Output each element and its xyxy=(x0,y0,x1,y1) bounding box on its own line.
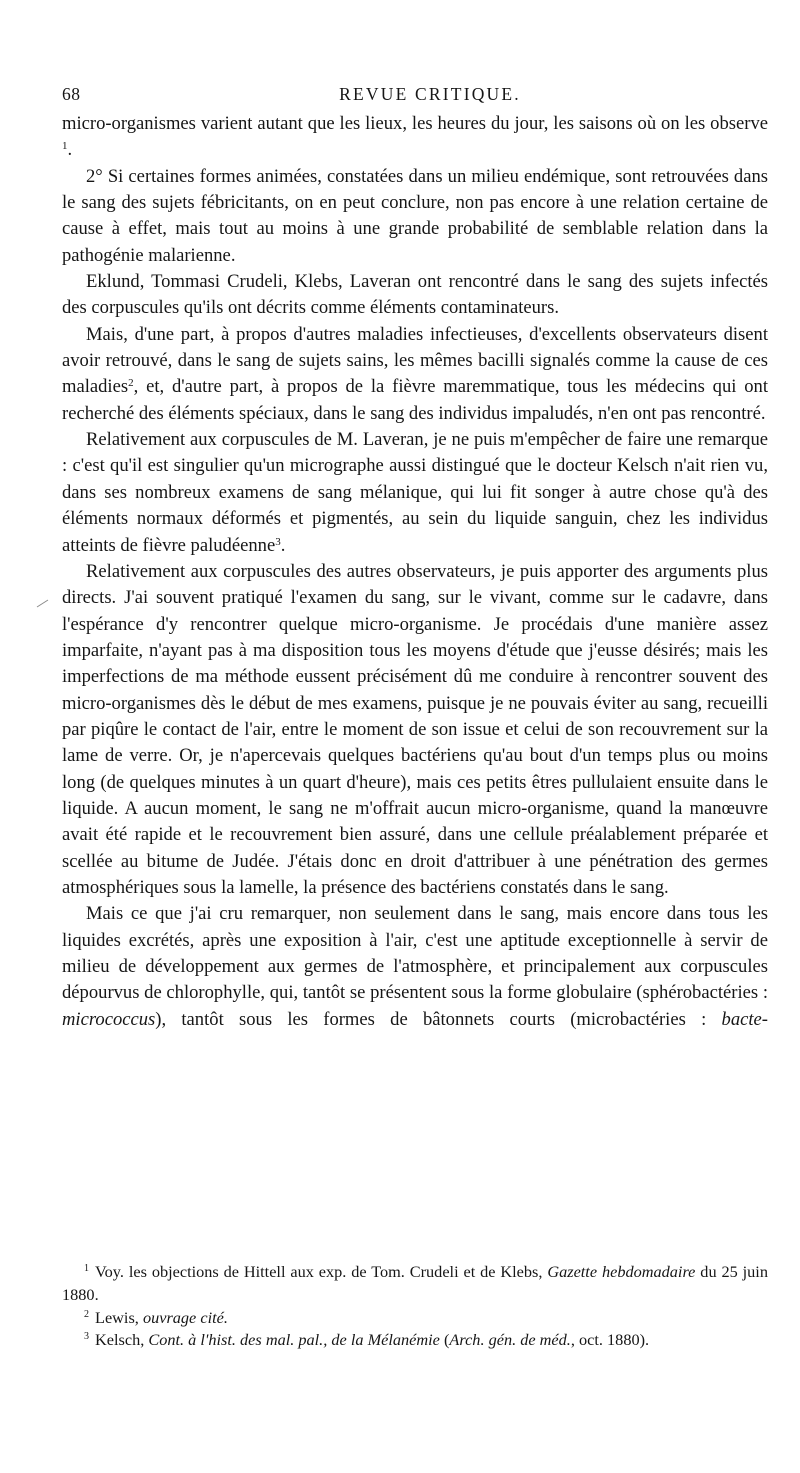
page-number: 68 xyxy=(62,84,81,104)
page-header xyxy=(62,84,768,106)
footnote-3-journal: Arch. gén. de méd. xyxy=(449,1330,571,1350)
footnote-2-mark: 2 xyxy=(84,1308,89,1320)
paragraph-4-text-b: , et, d'autre part, à propos de la fièvre maremmatique, tous les médecins qui ont recherché des éléments spéciaux, dans le sang des individus impaludés, n'en ont pas rencontré. xyxy=(62,376,768,424)
footnote-1-mark: 1 xyxy=(84,1263,89,1274)
running-head: REVUE CRITIQUE. xyxy=(339,84,521,104)
paragraph-4 xyxy=(62,322,768,427)
paragraph-7-text-a: Mais ce que j'ai cru remarquer, non seulement dans le sang, mais encore dans tous les liquides excrétés, après une exposition à l'air, c'est une aptitude exceptionnelle à servir de milieu de développement aux germes de l'atmosphère, et principalement aux corpuscules dépourvus de chlorophylle, qui, tantôt se présentent sous la forme globulaire (sphérobactéries : xyxy=(62,903,768,1004)
pencil-mark-icon xyxy=(36,598,50,608)
footnote-ref-1: 1 xyxy=(62,140,68,153)
paragraph-1-text: micro-organismes varient autant que les lieux, les heures du jour, les saisons où on les observe xyxy=(62,113,768,134)
paragraph-6: Relativement aux corpuscules des autres observateurs, je puis apporter des arguments plus directs. J'ai souvent pratiqué l'examen du sang, sur le vivant, comme sur le cadavre, dans l'espérance d'y rencontrer quelque micro-organisme. Je procédais d'une manière assez imparfaite, n'ayant pas à ma disposition tous les moyens d'étude que j'eusse désirés; mais les imperfections de ma méthode eussent précisément dû me conduire à rencontrer souvent des micro-organismes dès le début de mes examens, puisque je ne pouvais éviter au sang, recueilli par piqûre le contact de l'air, entre le moment de son issue et celui de son recouvrement sur la lame de verre. Or, je n'apercevais quelques bactériens qu'au bout d'un temps plus ou moins long (de quelques minutes à un quart d'heure), mais ces petits êtres pullulaient ensuite dans le liquide. A aucun moment, le sang ne m'offrait aucun micro-organisme, quand la manœuvre avait été rapide et le recouvrement bien assuré, dans une cellule préalablement préparée et scellée au bitume de Judée. J'étais donc en droit d'attribuer à une pénétration des germes atmosphériques sous la lamelle, la présence des bactériens constatés dans le sang. xyxy=(62,560,768,898)
paragraph-1 xyxy=(62,111,768,164)
footnote-3-title: Cont. à l'hist. des mal. pal., de la Mélanémie xyxy=(148,1330,440,1350)
paragraph-7 xyxy=(62,901,768,1033)
paragraph-3: Eklund, Tommasi Crudeli, Klebs, Laveran ont rencontré dans le sang des sujets infectés des corpuscules qu'ils ont décrits comme éléments contaminateurs. xyxy=(62,271,768,319)
footnote-3 xyxy=(62,1329,768,1352)
footnote-1-text-a: Voy. les objections de Hittell aux exp. de Tom. Crudeli et de Klebs, xyxy=(95,1262,543,1281)
paragraph-5-text-a: Relativement aux corpuscules de M. Laveran, je ne puis m'empêcher de faire une remarque : c'est qu'il est singulier qu'un micrographe aussi distingué que le docteur Kelsch n'ait rien vu, dans ses nombreux examens de sang mélanique, qui lui fit songer à autre chose qu'à des éléments normaux déformés et pigmentés, au sein du liquide sanguin, chez les individus atteints de fièvre paludéenne xyxy=(62,429,768,556)
footnote-2-italic: ouvrage cité. xyxy=(142,1307,228,1327)
paragraph-7-text-b: ), tantôt sous les formes de bâtonnets courts (microbactéries : xyxy=(155,1008,707,1030)
footnotes xyxy=(62,1261,768,1352)
body-text xyxy=(62,111,768,1033)
paragraph-2: 2° Si certaines formes animées, constatées dans un milieu endémique, sont retrouvées dans le sang des sujets fébricitants, on en peut conclure, non pas encore à une relation certaine de cause à effet, mais tout au moins à une grande probabilité de semblable relation dans la pathogénie malarienne. xyxy=(62,165,768,266)
footnote-2 xyxy=(62,1307,768,1330)
footnote-2-text-a: Lewis, xyxy=(95,1307,139,1327)
document-page xyxy=(62,0,768,1473)
footnote-1-journal: Gazette hebdomadaire xyxy=(547,1262,696,1281)
footnote-3-text-b: ( xyxy=(443,1330,450,1350)
footnote-3-text-c: , oct. 1880). xyxy=(570,1330,650,1350)
footnote-3-mark: 3 xyxy=(84,1331,89,1343)
paragraph-7-italic-2: bacte- xyxy=(721,1008,768,1030)
paragraph-4-text-a: Mais, d'une part, à propos d'autres maladies infectieuses, d'excellents observateurs disent avoir retrouvé, dans le sang de sujets sains, les mêmes bacilli signalés comme la cause de ces maladies xyxy=(62,323,768,398)
footnote-1 xyxy=(62,1261,768,1307)
paragraph-5-text-b: . xyxy=(280,534,286,556)
paragraph-1-end: . xyxy=(67,139,73,161)
paragraph-5 xyxy=(62,427,768,559)
footnote-3-text-a: Kelsch, xyxy=(95,1330,145,1350)
paragraph-7-italic-1: micrococcus xyxy=(62,1008,156,1030)
footnote-ref-3: 3 xyxy=(275,535,281,548)
footnote-ref-2: 2 xyxy=(128,377,134,390)
footnote-1-text-b: du 25 juin 1880. xyxy=(62,1262,768,1304)
